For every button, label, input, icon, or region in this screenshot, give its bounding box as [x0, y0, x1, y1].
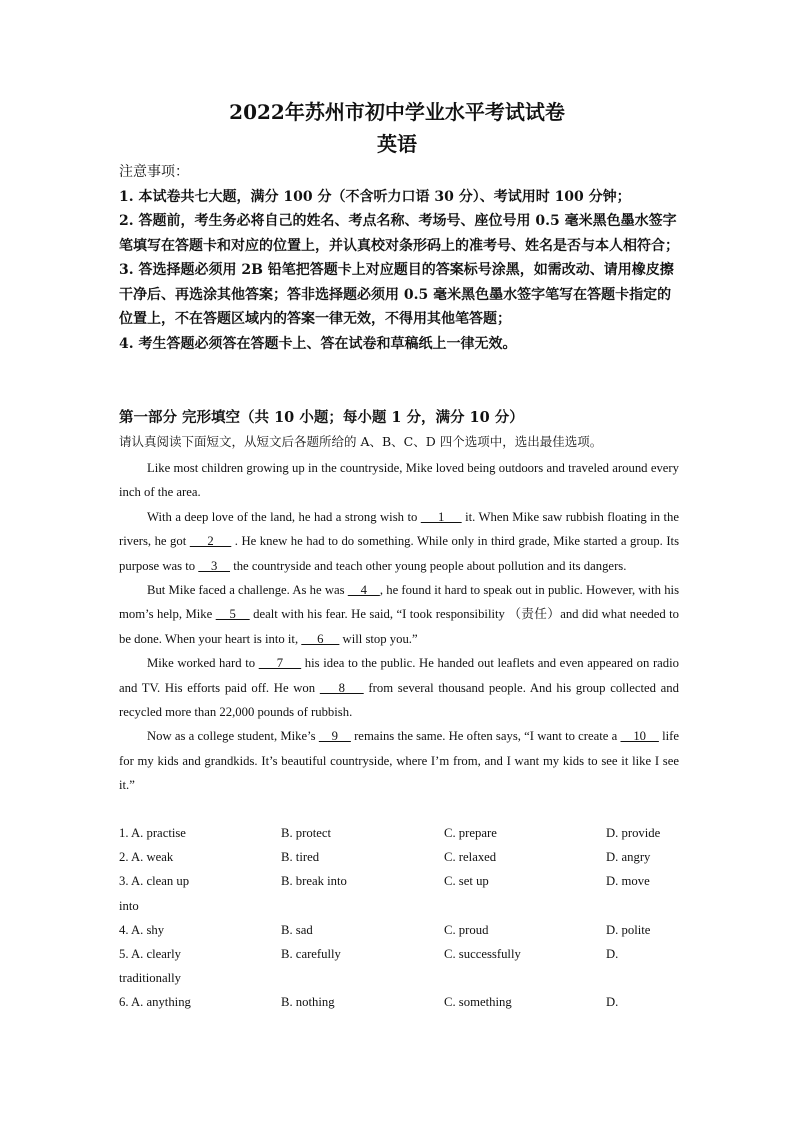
part1-instruction: 请认真阅读下面短文，从短文后各题所给的 A、B、C、D 四个选项中，选出最佳选项。: [119, 434, 603, 449]
option-a: 6. A. anything: [119, 995, 191, 1010]
option-b: B. carefully: [281, 946, 341, 961]
option-a: 1. A. practise: [119, 826, 186, 840]
option-continuation: into: [119, 898, 139, 913]
option-continuation: traditionally: [119, 971, 182, 986]
option-b: B. break into: [281, 874, 347, 889]
option-c: C. proud: [444, 922, 489, 937]
option-row: [119, 845, 684, 869]
options-list: [119, 821, 684, 1015]
option-c: C. something: [444, 995, 512, 1010]
option-b: B. sad: [281, 922, 313, 937]
blank-5: 5: [215, 607, 250, 622]
passage-text: his idea to the public. He handed out leaflets and even appeared on radio and TV. His efforts paid off. He won: [119, 656, 680, 695]
blank-3: 3: [198, 558, 231, 573]
blank-7: 7: [258, 656, 302, 671]
option-b: B. tired: [281, 850, 320, 865]
option-c: C. set up: [444, 874, 489, 889]
blank-10: 10: [620, 729, 659, 744]
option-d: D.: [606, 995, 619, 1010]
passage-paragraph: [119, 724, 679, 797]
option-c: C. relaxed: [444, 850, 497, 865]
passage-text: the countryside and teach other young people about pollution and its dangers.: [230, 558, 627, 573]
passage-text: life for my kids and grandkids. It’s beautiful countryside, where I’m from, and I want my kids to see it like I see it.”: [119, 729, 679, 793]
notice-item: 4. 考生答题必须答在答题卡上、答在试卷和草稿纸上一律无效。: [119, 335, 517, 352]
option-b: B. protect: [281, 826, 332, 840]
option-row: [119, 821, 684, 845]
passage-text: , he found it hard to speak out in public. However, with his mom’s help, Mike: [119, 583, 680, 622]
notice-item: 1. 本试卷共七大题，满分 100 分（不含听力口语 30 分）、考试用时 100 分钟；: [119, 188, 631, 205]
option-row: [119, 990, 684, 1014]
blank-2: 2: [189, 534, 232, 549]
option-row: [119, 869, 684, 893]
passage-text: . He knew he had to do something. While only in third grade, Mike started a group. Its purpose was to: [119, 534, 680, 573]
passage-paragraph: [119, 651, 679, 724]
exam-title: 2022年苏州市初中学业水平考试试卷: [229, 100, 565, 124]
blank-6: 6: [301, 631, 340, 646]
passage-paragraph: [119, 578, 679, 651]
option-c: C. prepare: [444, 826, 497, 840]
notice-item: 2. 答题前，考生务必将自己的姓名、考点名称、考场号、座位号用 0.5 毫米黑色墨水签字笔填写在答题卡和对应的位置上，并认真校对条形码上的准考号、姓名是否与本人相符合；: [119, 213, 679, 254]
passage-text: dealt with his fear. He said, “I took responsibility （责任）and did what needed to be done. When your heart is into it,: [119, 607, 679, 646]
blank-9: 9: [318, 729, 351, 744]
option-d: D. provide: [606, 826, 661, 840]
option-row: [119, 942, 684, 966]
option-d: D. angry: [606, 850, 651, 865]
option-d: D. move: [606, 874, 650, 889]
blank-1: 1: [420, 509, 462, 524]
notice-heading: 注意事项：: [119, 164, 189, 180]
option-d: D. polite: [606, 922, 651, 937]
passage-text: from several thousand people. And his group collected and recycled more than 22,000 pounds of rubbish.: [119, 680, 679, 720]
passage-text: With a deep love of the land, he had a strong wish to: [147, 509, 421, 524]
blank-8: 8: [319, 680, 364, 695]
passage-text: will stop you.”: [339, 631, 418, 646]
notice-section: [119, 160, 684, 356]
exam-subject: 英语: [377, 132, 417, 156]
passage-text: it. When Mike saw rubbish floating in the rivers, he got: [119, 509, 679, 549]
passage-text: remains the same. He often says, “I want to create a: [350, 729, 621, 744]
passage-text: Mike worked hard to: [147, 656, 259, 671]
option-row: [119, 918, 684, 942]
option-c: C. successfully: [444, 946, 521, 961]
notice-item: 3. 答选择题必须用 2B 铅笔把答题卡上对应题目的答案标号涂黑，如需改动、请用橡皮擦干净后、再选涂其他答案；答非选择题必须用 0.5 毫米黑色墨水签字笔写在答题卡指定的位置上，不在答题区域内的答案一律无效，不得用其他笔答题；: [119, 262, 674, 327]
passage-text: Now as a college student, Mike’s: [147, 729, 319, 744]
option-d: D.: [606, 946, 619, 961]
option-a: 2. A. weak: [119, 850, 174, 865]
option-a: 4. A. shy: [119, 922, 165, 937]
part1-heading: 第一部分 完形填空（共 10 小题；每小题 1 分，满分 10 分）: [119, 409, 524, 426]
cloze-passage: [119, 456, 679, 798]
passage-paragraph: [119, 505, 679, 578]
option-b: B. nothing: [281, 995, 335, 1010]
option-a: 5. A. clearly: [119, 946, 182, 961]
option-a: 3. A. clean up: [119, 874, 190, 889]
passage-paragraph: Like most children growing up in the countryside, Mike loved being outdoors and traveled around every inch of the area.: [119, 461, 679, 500]
passage-text: But Mike faced a challenge. As he was: [147, 583, 348, 598]
blank-4: 4: [347, 583, 380, 598]
